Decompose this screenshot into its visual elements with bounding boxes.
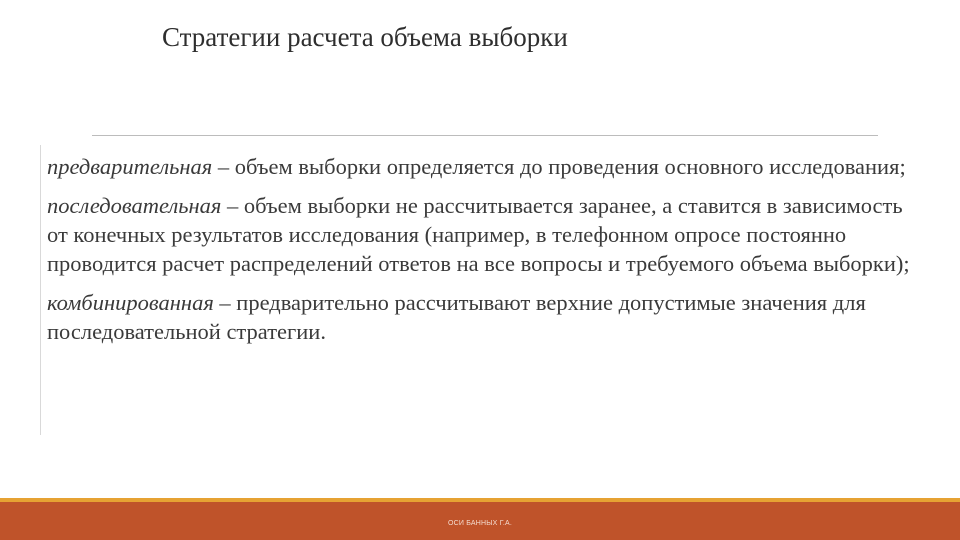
paragraph-preliminary: [47, 152, 927, 181]
term-combined: комбинированная: [47, 290, 214, 315]
paragraph-combined: [47, 288, 927, 346]
content-body: [47, 152, 927, 356]
text-sequential: – объем выборки не рассчитывается заранее, а ставится в зависимость от конечных результатов исследования (например, в телефонном опросе постоянно проводится расчет распределений ответов на все вопросы и требуемого объема выборки);: [47, 193, 910, 276]
text-combined: – предварительно рассчитывают верхние допустимые значения для последовательной стратегии.: [47, 290, 866, 344]
footer-bar: [0, 498, 960, 540]
paragraph-sequential: [47, 191, 927, 278]
left-accent-line: [40, 145, 41, 435]
term-sequential: последовательная: [47, 193, 222, 218]
term-preliminary: предварительная: [47, 154, 213, 179]
slide-title: Стратегии расчета объема выборки: [162, 22, 568, 52]
text-preliminary: – объем выборки определяется до проведения основного исследования;: [212, 154, 906, 179]
title-divider: [92, 135, 878, 136]
footer-text: ОСИ БАННЫХ Г.А.: [447, 520, 512, 527]
